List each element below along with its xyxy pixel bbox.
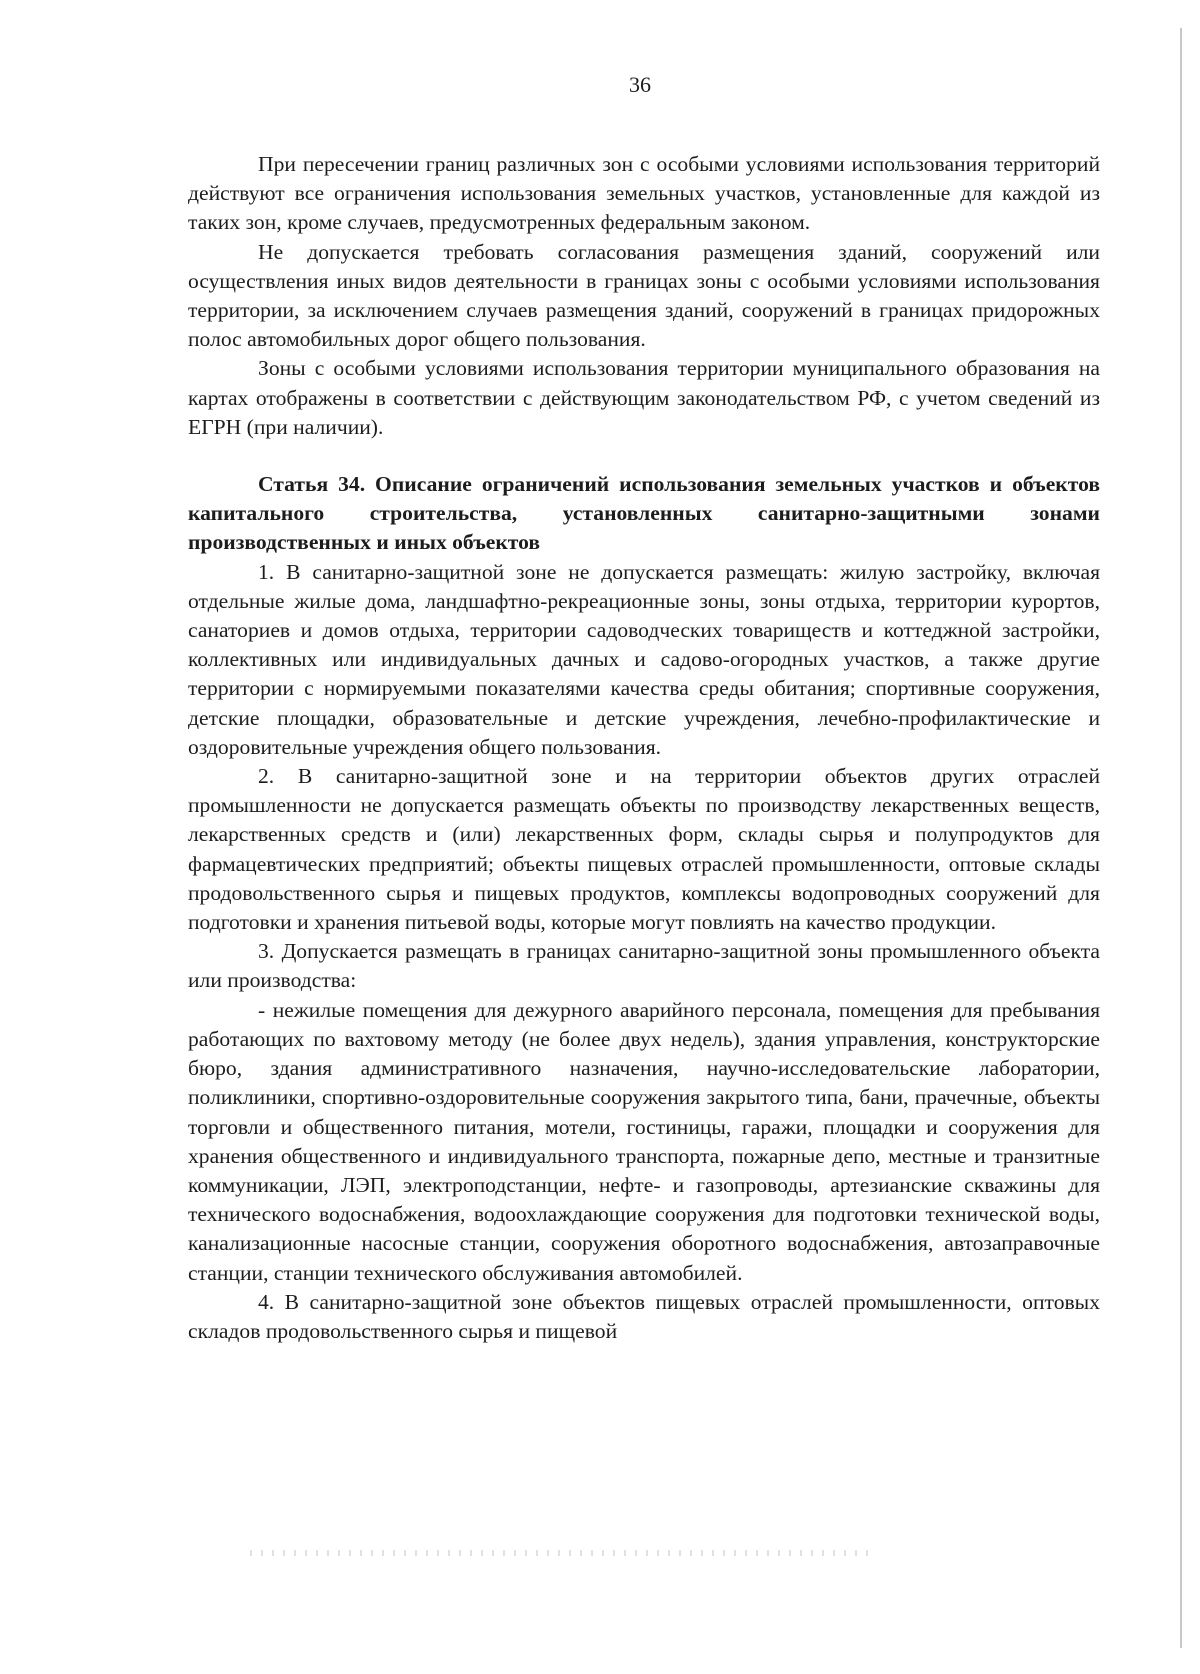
paragraph-item-4: 4. В санитарно-защитной зоне объектов пищевых отраслей промышленности, оптовых складов продовольственного сырья и пищевой bbox=[188, 1289, 1100, 1343]
document-body bbox=[188, 150, 1100, 1346]
scan-noise bbox=[250, 1550, 870, 1556]
paragraph-item-3: 3. Допускается размещать в границах санитарно-защитной зоны промышленного объекта или производства: bbox=[188, 939, 1100, 993]
scan-edge-line bbox=[1180, 28, 1182, 1648]
article-heading: Статья 34. Описание ограничений использования земельных участков и объектов капитального строительства, установленных санитарно-защитными зонами производственных и иных объектов bbox=[188, 472, 1100, 555]
paragraph-approval-restriction: Не допускается требовать согласования размещения зданий, сооружений или осуществления иных видов деятельности в границах зоны с особыми условиями использования территории, за исключением случаев размещения зданий, сооружений в границах придорожных полос автомобильных дорог общего пользования. bbox=[188, 239, 1100, 352]
paragraph-item-3-list: - нежилые помещения для дежурного аварийного персонала, помещения для пребывания работающих по вахтовому методу (не более двух недель), здания управления, конструкторские бюро, здания административного назначения, научно-исследовательские лаборатории, поликлиники, спортивно-оздоровительные сооружения закрытого типа, бани, прачечные, объекты торговли и общественного питания, мотели, гостиницы, гаражи, площадки и сооружения для хранения общественного и индивидуального транспорта, пожарные депо, местные и транзитные коммуникации, ЛЭП, электроподстанции, нефте- и газопроводы, артезианские скважины для технического водоснабжения, водоохлаждающие сооружения для подготовки технической воды, канализационные насосные станции, сооружения оборотного водоснабжения, автозаправочные станции, станции технического обслуживания автомобилей. bbox=[188, 997, 1100, 1285]
page-number: 36 bbox=[629, 72, 651, 97]
paragraph-zones-on-maps: Зоны с особыми условиями использования территории муниципального образования на картах отображены в соответствии с действующим законодательством РФ, с учетом сведений из ЕГРН (при наличии). bbox=[188, 356, 1100, 439]
paragraph-zone-intersection: При пересечении границ различных зон с особыми условиями использования территорий действуют все ограничения использования земельных участков, установленные для каждой из таких зон, кроме случаев, предусмотренных федеральным законом. bbox=[188, 152, 1100, 235]
paragraph-item-1: 1. В санитарно-защитной зоне не допускается размещать: жилую застройку, включая отдельные жилые дома, ландшафтно-рекреационные зоны, зоны отдыха, территории курортов, санаториев и домов отдыха, территории садоводческих товариществ и коттеджной застройки, коллективных или индивидуальных дачных и садово-огородных участков, а также другие территории с нормируемыми показателями качества среды обитания; спортивные сооружения, детские площадки, образовательные и детские учреждения, лечебно-профилактические и оздоровительные учреждения общего пользования. bbox=[188, 559, 1100, 759]
paragraph-item-2: 2. В санитарно-защитной зоне и на территории объектов других отраслей промышленности не допускается размещать объекты по производству лекарственных веществ, лекарственных средств и (или) лекарственных форм, склады сырья и полупродуктов для фармацевтических предприятий; объекты пищевых отраслей промышленности, оптовые склады продовольственного сырья и пищевых продуктов, комплексы водопроводных сооружений для подготовки и хранения питьевой воды, которые могут повлиять на качество продукции. bbox=[188, 764, 1100, 935]
